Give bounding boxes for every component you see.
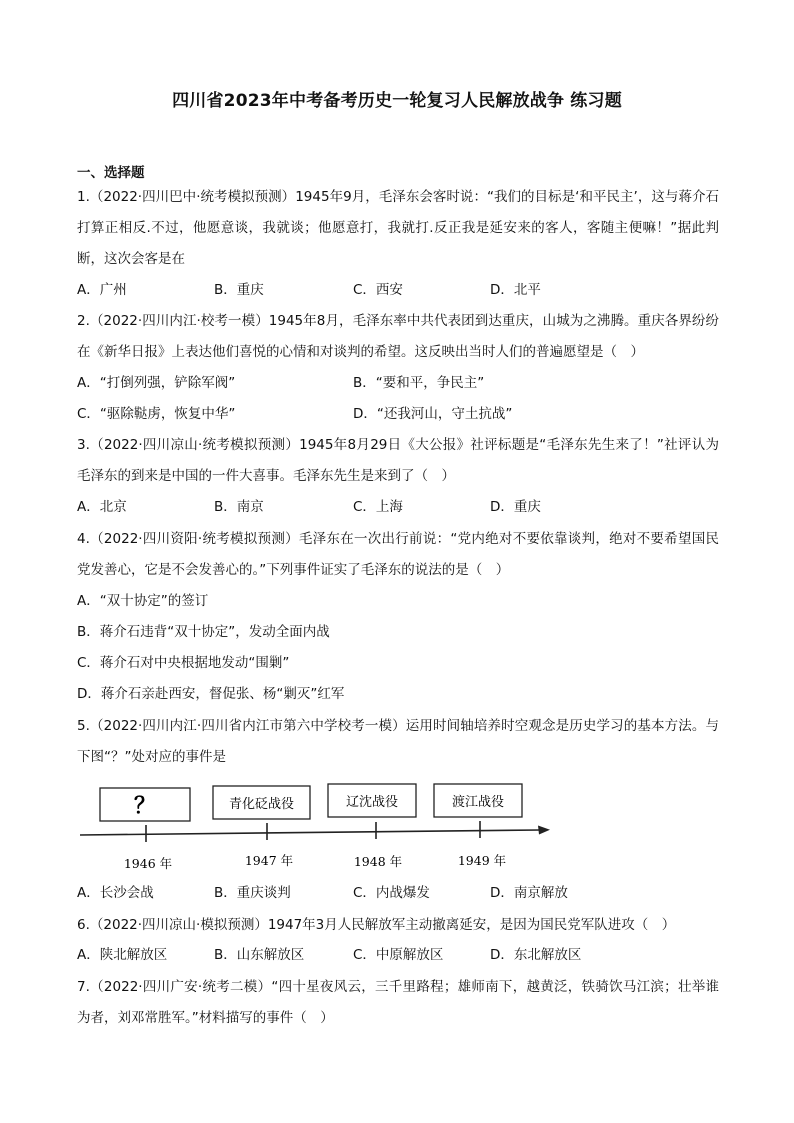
timeline-box-label: 渡江战役 [451, 795, 505, 810]
options-3 [77, 493, 719, 521]
question-5 [77, 711, 719, 773]
timeline-axis [80, 830, 540, 835]
option-d[interactable]: D．南京解放 [490, 885, 568, 901]
option-c[interactable]: C．蒋介石对中央根据地发动“围剿” [77, 655, 290, 671]
question-number: 3. [77, 437, 90, 453]
timeline-box-unknown [100, 788, 190, 821]
option-a[interactable]: A．北京 [77, 499, 127, 515]
question-number: 1. [77, 189, 90, 205]
question-number: 2. [77, 313, 90, 329]
options-5 [77, 879, 719, 907]
question-stem: （2022·四川内江·校考一模）1945年8月，毛泽东率中共代表团到达重庆，山城为之沸腾。重庆各界纷纷在《新华日报》上表达他们喜悦的心情和对谈判的希望。这反映出当时人们的普遍愿望是（ ） [77, 313, 719, 360]
option-d[interactable]: D．北平 [490, 282, 541, 298]
timeline-box-label: 青化砭战役 [228, 797, 295, 812]
question-number: 6. [77, 917, 90, 933]
option-a[interactable]: A．长沙会战 [77, 885, 154, 901]
timeline-year: 1947 年 [244, 853, 294, 868]
timeline-box-label: ？ [133, 793, 157, 819]
question-4 [77, 524, 719, 586]
question-stem: （2022·四川巴中·统考模拟预测）1945年9月，毛泽东会客时说：“我们的目标是‘和平民主’，这与蒋介石打算正相反.不过，他愿意谈，我就谈；他愿意打，我就打.反正我是延安来的客人，客随主便嘛！”据此判断，这次会客是在 [77, 189, 719, 267]
question-3 [77, 430, 719, 492]
options-2b [77, 400, 719, 428]
timeline-figure [78, 780, 558, 876]
timeline-year: 1946 年 [123, 856, 173, 871]
option-d[interactable]: D．蒋介石亲赴西安，督促张、杨“剿灭”红军 [77, 686, 345, 702]
timeline-box-dujiang [434, 784, 522, 817]
section-title: 一、选择题 [77, 165, 145, 181]
timeline-box-label: 辽沈战役 [345, 795, 399, 810]
options-6 [77, 941, 719, 969]
question-6 [77, 910, 719, 941]
option-b[interactable]: B．南京 [214, 499, 264, 515]
question-number: 7. [77, 979, 90, 995]
option-c[interactable]: C．上海 [353, 499, 403, 515]
option-a[interactable]: A．广州 [77, 282, 127, 298]
option-b[interactable]: B．重庆谈判 [214, 885, 291, 901]
question-stem: （2022·四川广安·统考二模）“四十星夜风云，三千里路程；雄师南下，越黄泛，铁骑饮马江滨；壮举谁为者，刘邓常胜军。”材料描写的事件（ ） [77, 979, 719, 1026]
question-stem: （2022·四川凉山·模拟预测）1947年3月人民解放军主动撤离延安，是因为国民党军队进攻（ ） [89, 917, 676, 933]
option-d[interactable]: D．“还我河山，守土抗战” [353, 406, 513, 422]
option-c[interactable]: C．中原解放区 [353, 947, 444, 963]
timeline-box-qinghuabian [213, 786, 310, 819]
timeline-box-liaoshen [328, 784, 416, 817]
question-7 [77, 972, 719, 1034]
question-1 [77, 182, 719, 275]
timeline-year: 1949 年 [457, 853, 507, 868]
option-c[interactable]: C．内战爆发 [353, 885, 430, 901]
option-a[interactable]: A．“双十协定”的签订 [77, 593, 209, 609]
options-1 [77, 276, 719, 304]
options-2a [77, 369, 719, 397]
option-c[interactable]: C．“驱除鞑虏，恢复中华” [77, 406, 236, 422]
question-stem: （2022·四川内江·四川省内江市第六中学校考一模）运用时间轴培养时空观念是历史学习的基本方法。与下图“？”处对应的事件是 [77, 718, 719, 765]
question-stem: （2022·四川资阳·统考模拟预测）毛泽东在一次出行前说：“党内绝对不要依靠谈判，绝对不要希望国民党发善心，它是不会发善心的。”下列事件证实了毛泽东的说法的是（ ） [77, 531, 719, 578]
question-number: 4. [77, 531, 90, 547]
question-number: 5. [77, 718, 90, 734]
option-b[interactable]: B．“要和平，争民主” [353, 375, 485, 391]
option-b[interactable]: B．山东解放区 [214, 947, 305, 963]
option-b[interactable]: B．重庆 [214, 282, 264, 298]
question-stem: （2022·四川凉山·统考模拟预测）1945年8月29日《大公报》社评标题是“毛泽东先生来了！”社评认为毛泽东的到来是中国的一件大喜事。毛泽东先生是来到了（ ） [77, 437, 719, 484]
option-d[interactable]: D．东北解放区 [490, 947, 582, 963]
timeline-arrow-icon [538, 826, 550, 835]
timeline-year: 1948 年 [353, 854, 403, 869]
option-d[interactable]: D．重庆 [490, 499, 541, 515]
option-a[interactable]: A．陕北解放区 [77, 947, 168, 963]
option-b[interactable]: B．蒋介石违背“双十协定”，发动全面内战 [77, 624, 330, 640]
option-a[interactable]: A．“打倒列强，铲除军阀” [77, 375, 236, 391]
question-2 [77, 306, 719, 368]
option-c[interactable]: C．西安 [353, 282, 403, 298]
page-title: 四川省2023年中考备考历史一轮复习人民解放战争 练习题 [172, 91, 622, 111]
